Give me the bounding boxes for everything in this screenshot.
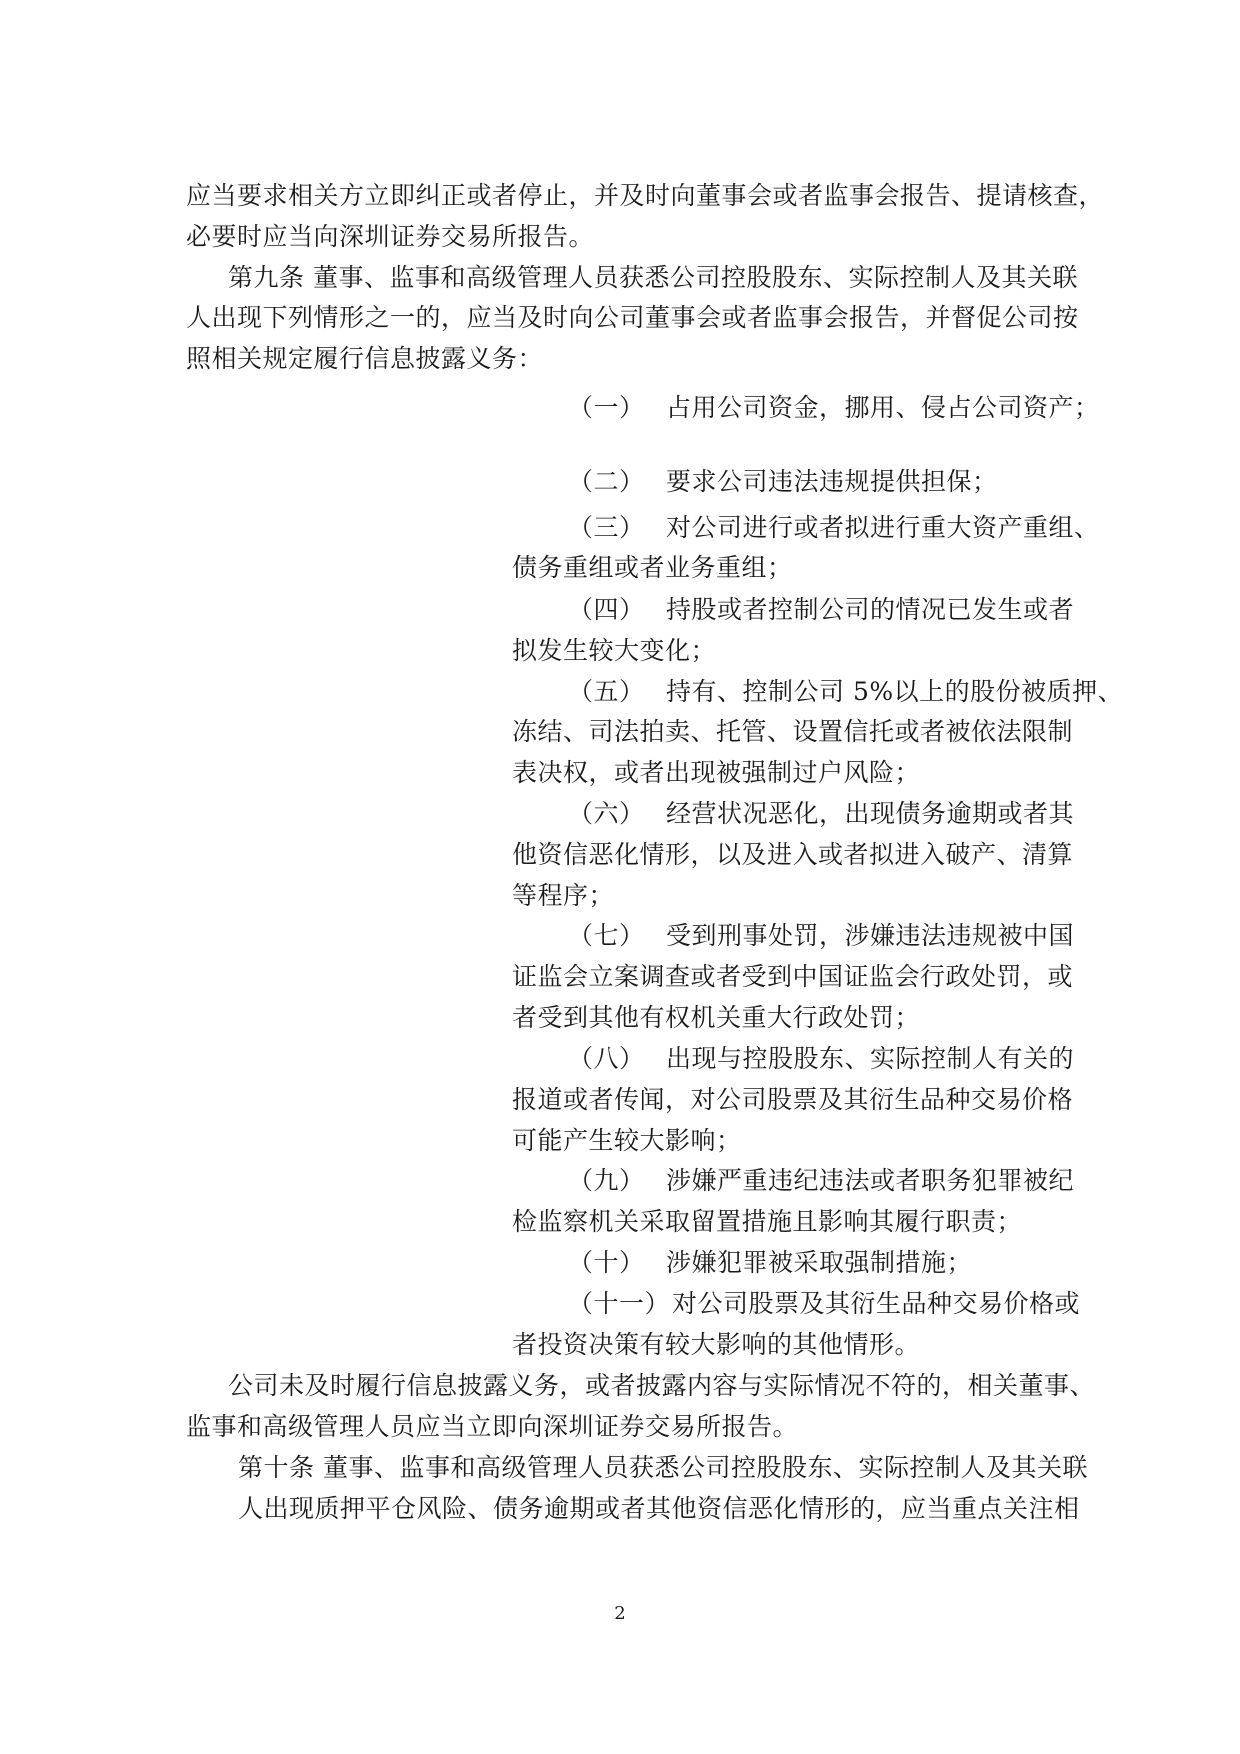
intro-line: 应当要求相关方立即纠正或者停止，并及时向董事会或者监事会报告、提请核查， <box>186 181 1105 210</box>
list-item-text: 持有、控制公司 5%以上的股份被质押、 <box>666 677 1124 706</box>
list-item-continuation: 他资信恶化情形，以及进入或者拟进入破产、清算 <box>512 840 1074 869</box>
list-item-continuation: 拟发生较大变化； <box>512 636 717 665</box>
list-item-first-line <box>568 508 1100 548</box>
list-item-continuation: 可能产生较大影响； <box>512 1126 742 1155</box>
list-item-first-line <box>568 388 1100 428</box>
list-item-marker: （七） <box>568 921 645 950</box>
list-item-continuation: 者投资决策有较大影响的其他情形。 <box>512 1330 921 1359</box>
list-item-continuation: 债务重组或者业务重组； <box>512 553 793 582</box>
list-item-marker: （四） <box>568 595 645 624</box>
list-item-marker: （十） <box>568 1248 645 1277</box>
list-item-text: 经营状况恶化，出现债务逾期或者其 <box>666 799 1075 828</box>
list-item-continuation: 检监察机关采取留置措施且影响其履行职责； <box>512 1207 1023 1236</box>
list-item-first-line <box>568 1243 972 1283</box>
list-item-text: 对公司进行或者拟进行重大资产重组、 <box>666 513 1100 542</box>
list-item-marker: （八） <box>568 1044 645 1073</box>
list-item-continuation: 证监会立案调查或者受到中国证监会行政处罚，或 <box>512 962 1074 991</box>
list-item-continuation: 表决权，或者出现被强制过户风险； <box>512 758 921 787</box>
list-item-marker: （九） <box>568 1166 645 1195</box>
list-item-marker: （十一） <box>568 1289 671 1318</box>
list-item-first-line <box>568 672 1123 712</box>
list-item-first-line <box>568 916 1074 956</box>
article-10-heading-line: 第十条 董事、监事和高级管理人员获悉公司控股股东、实际控制人及其关联 <box>238 1453 1088 1482</box>
list-item-continuation: 报道或者传闻，对公司股票及其衍生品种交易价格 <box>512 1085 1074 1114</box>
intro-line: 必要时应当向深圳证券交易所报告。 <box>186 222 595 251</box>
list-item-marker: （三） <box>568 513 645 542</box>
article-9-line: 人出现下列情形之一的，应当及时向公司董事会或者监事会报告，并督促公司按 <box>186 303 1079 332</box>
list-item-text: 涉嫌严重违纪违法或者职务犯罪被纪 <box>666 1166 1075 1195</box>
list-item-text: 涉嫌犯罪被采取强制措施； <box>666 1248 973 1277</box>
list-item-continuation: 者受到其他有权机关重大行政处罚； <box>512 1003 921 1032</box>
list-item-first-line <box>568 794 1074 834</box>
list-item-text: 出现与控股股东、实际控制人有关的 <box>666 1044 1075 1073</box>
list-item-text: 占用公司资金，挪用、侵占公司资产； <box>666 393 1100 422</box>
closing-line: 公司未及时履行信息披露义务，或者披露内容与实际情况不符的，相关董事、 <box>228 1371 1096 1400</box>
list-item-marker: （二） <box>568 467 645 496</box>
article-10-line: 人出现质押平仓风险、债务逾期或者其他资信恶化情形的，应当重点关注相 <box>238 1494 1080 1523</box>
list-item-first-line <box>568 1039 1074 1079</box>
list-item-marker: （一） <box>568 393 645 422</box>
list-item-continuation: 等程序； <box>512 881 615 910</box>
list-item-first-line <box>568 1161 1074 1201</box>
list-item-text: 要求公司违法违规提供担保； <box>666 467 998 496</box>
list-item-first-line <box>568 1284 1080 1324</box>
list-item-text: 持股或者控制公司的情况已发生或者 <box>666 595 1075 624</box>
list-item-first-line <box>568 590 1074 630</box>
closing-line: 监事和高级管理人员应当立即向深圳证券交易所报告。 <box>186 1412 799 1441</box>
list-item-continuation: 冻结、司法拍卖、托管、设置信托或者被依法限制 <box>512 717 1074 746</box>
article-9-line: 照相关规定履行信息披露义务： <box>186 344 544 373</box>
list-item-text: 对公司股票及其衍生品种交易价格或 <box>672 1289 1081 1318</box>
list-item-marker: （五） <box>568 677 645 706</box>
list-item-marker: （六） <box>568 799 645 828</box>
page-number: 2 <box>614 1603 626 1624</box>
article-9-heading-line: 第九条 董事、监事和高级管理人员获悉公司控股股东、实际控制人及其关联 <box>228 263 1078 292</box>
list-item-first-line <box>568 462 998 502</box>
list-item-text: 受到刑事处罚，涉嫌违法违规被中国 <box>666 921 1075 950</box>
